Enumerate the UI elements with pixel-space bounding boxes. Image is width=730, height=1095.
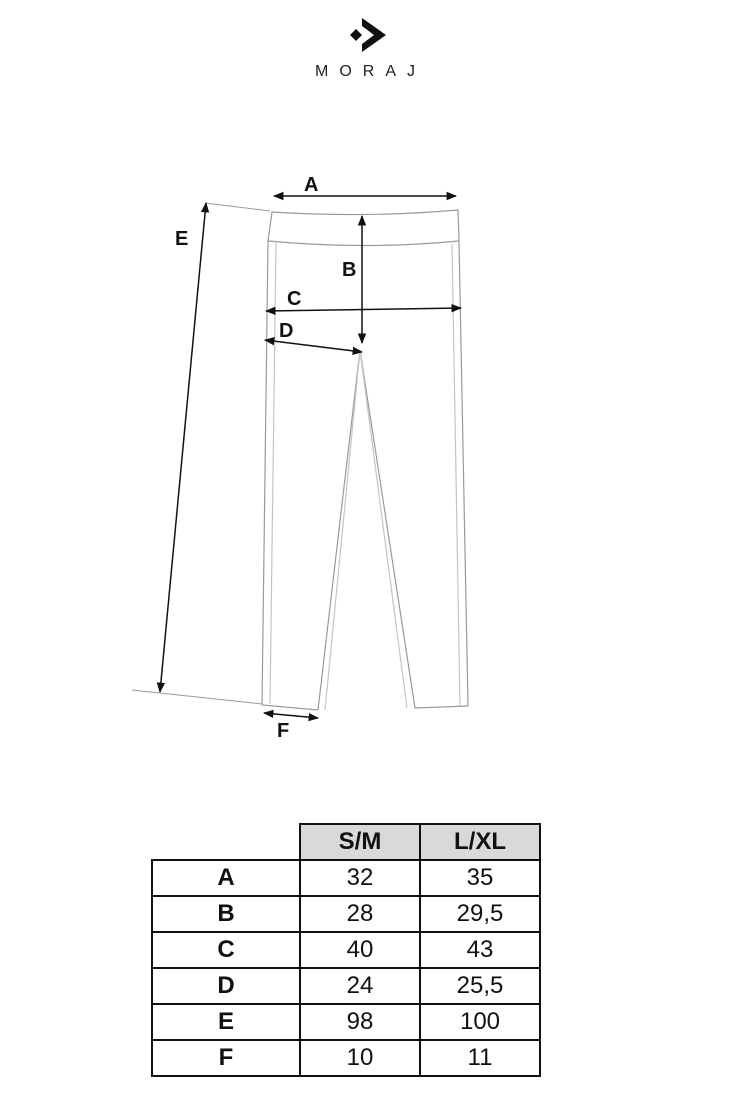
value-cell: 25,5: [420, 968, 540, 1004]
table-header-row: [152, 824, 540, 860]
value-cell: 35: [420, 860, 540, 896]
table-corner: [152, 824, 300, 860]
value-cell: 100: [420, 1004, 540, 1040]
arrow-e: [160, 203, 206, 692]
pants-outline: [262, 210, 468, 710]
table-row: [152, 860, 540, 896]
value-cell: 28: [300, 896, 420, 932]
value-cell: 11: [420, 1040, 540, 1076]
label-a: A: [304, 174, 319, 196]
label-e: E: [175, 228, 189, 250]
value-cell: 10: [300, 1040, 420, 1076]
table-row: [152, 1004, 540, 1040]
label-d: D: [279, 320, 294, 342]
table-row: [152, 968, 540, 1004]
row-label: B: [152, 896, 300, 932]
row-label: F: [152, 1040, 300, 1076]
size-table: [151, 823, 541, 1077]
dimension-arrows: [160, 196, 461, 718]
arrow-f: [264, 713, 318, 718]
value-cell: 29,5: [420, 896, 540, 932]
brand-name: MORAJ: [315, 63, 426, 80]
table-row: [152, 896, 540, 932]
column-header-sm: S/M: [300, 824, 420, 860]
label-c: C: [287, 288, 302, 310]
label-b: B: [342, 259, 357, 281]
table-row: [152, 932, 540, 968]
value-cell: 32: [300, 860, 420, 896]
value-cell: 43: [420, 932, 540, 968]
value-cell: 98: [300, 1004, 420, 1040]
row-label: E: [152, 1004, 300, 1040]
value-cell: 24: [300, 968, 420, 1004]
label-f: F: [277, 720, 290, 742]
row-label: D: [152, 968, 300, 1004]
value-cell: 40: [300, 932, 420, 968]
column-header-lxl: L/XL: [420, 824, 540, 860]
table-row: [152, 1040, 540, 1076]
row-label: A: [152, 860, 300, 896]
row-label: C: [152, 932, 300, 968]
